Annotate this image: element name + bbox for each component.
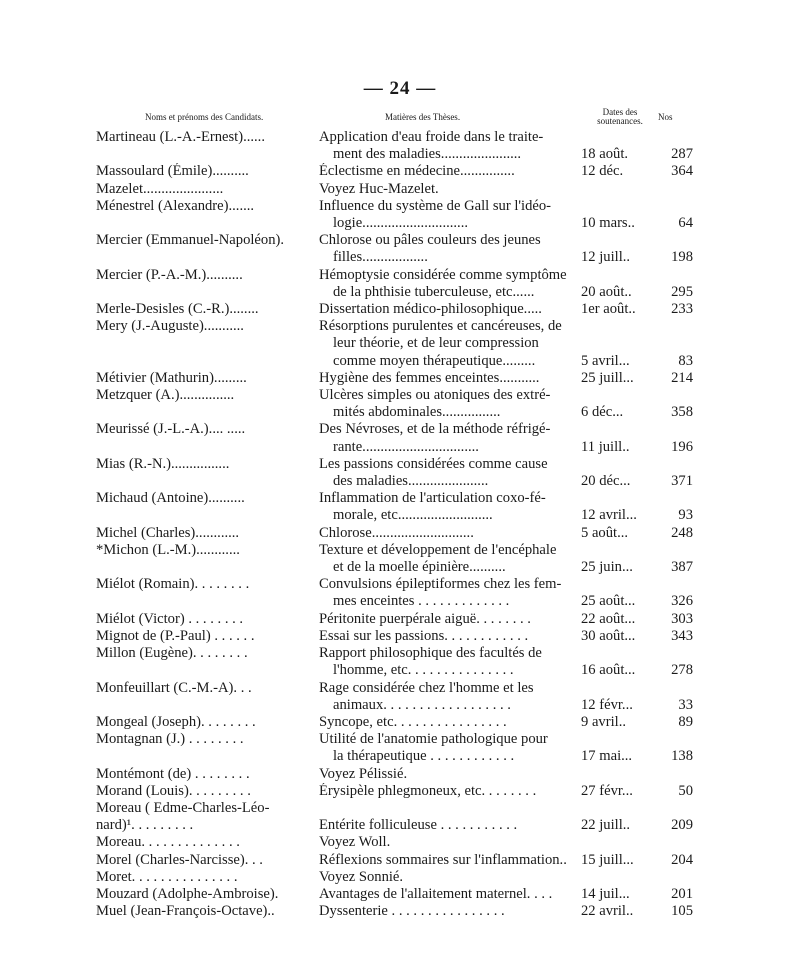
candidate-name: Meurissé (J.-L.-A.).... ..... — [96, 421, 246, 438]
thesis-number — [647, 817, 693, 834]
table-row — [0, 387, 800, 421]
subject-line: Voyez Huc-Mazelet. — [319, 180, 439, 197]
candidate-name: Morand (Louis). . . . . . . . . — [96, 782, 251, 799]
subject-line: Péritonite puerpérale aiguë. . . . . . . . — [319, 610, 531, 627]
candidate-name: Mongeal (Joseph). . . . . . . . — [96, 713, 256, 730]
table-row — [0, 680, 800, 714]
defense-date — [581, 301, 647, 318]
thesis-number-text: 93 — [678, 507, 693, 524]
defense-date — [581, 680, 647, 714]
defense-date-text: 14 juil... — [581, 885, 630, 902]
candidate-name: Mercier (Emmanuel-Napoléon). — [96, 232, 285, 249]
thesis-number-text: 198 — [671, 249, 693, 266]
defense-date — [581, 834, 647, 851]
thesis-number-text: 89 — [678, 713, 693, 730]
table-row — [0, 163, 800, 180]
header-numbers: Nos — [658, 112, 673, 122]
subject-line: Convulsions épileptiformes chez les fem- — [319, 576, 562, 593]
defense-date-text: 16 août... — [581, 662, 636, 679]
thesis-subject — [319, 525, 569, 542]
table-row — [0, 129, 800, 163]
subject-line: logie............................. — [333, 215, 468, 232]
thesis-number — [647, 421, 693, 455]
defense-date-text: 25 juill... — [581, 369, 634, 386]
defense-date — [581, 525, 647, 542]
subject-line: Voyez Woll. — [319, 834, 391, 851]
thesis-number — [647, 611, 693, 628]
defense-date — [581, 611, 647, 628]
thesis-number-text: 204 — [671, 851, 693, 868]
thesis-number-text: 295 — [671, 283, 693, 300]
table-row — [0, 628, 800, 645]
thesis-subject — [319, 834, 569, 851]
thesis-number-text: 196 — [671, 438, 693, 455]
thesis-number-text: 364 — [671, 163, 693, 180]
thesis-subject — [319, 370, 569, 387]
thesis-number — [647, 301, 693, 318]
defense-date-text: 20 déc... — [581, 473, 631, 490]
candidate-name: Morel (Charles-Narcisse). . . — [96, 851, 263, 868]
candidate-name: Mery (J.-Auguste)........... — [96, 318, 244, 335]
thesis-number-text: 50 — [678, 782, 693, 799]
defense-date-text: 15 juill... — [581, 851, 634, 868]
defense-date-text: 25 août... — [581, 593, 636, 610]
defense-date — [581, 232, 647, 266]
thesis-subject — [319, 318, 569, 370]
defense-date-text: 11 juill.. — [581, 438, 630, 455]
defense-date — [581, 783, 647, 800]
candidate-name: Metzquer (A.)............... — [96, 387, 235, 404]
defense-date-text: 30 août... — [581, 627, 636, 644]
candidate-name: *Michon (L.-M.)............ — [96, 541, 240, 558]
table-row — [0, 301, 800, 318]
subject-line: de la phthisie tuberculeuse, etc...... — [333, 283, 535, 300]
defense-date — [581, 163, 647, 180]
subject-line: Application d'eau froide dans le traite- — [319, 129, 544, 145]
thesis-number-text: 287 — [671, 146, 693, 163]
subject-line: Hémoptysie considérée comme symptôme — [319, 266, 567, 283]
thesis-subject — [319, 232, 569, 266]
thesis-number — [647, 645, 693, 679]
candidate-name: Moreau ( Edme-Charles-Léo- — [96, 799, 270, 816]
thesis-number — [647, 800, 693, 817]
defense-date — [581, 490, 647, 524]
subject-line: Érysipèle phlegmoneux, etc. . . . . . . . — [319, 782, 537, 799]
thesis-number — [647, 198, 693, 232]
defense-date-text: 22 avril.. — [581, 903, 634, 920]
subject-line: Entérite folliculeuse . . . . . . . . . . . — [319, 817, 518, 834]
thesis-subject — [319, 163, 569, 180]
defense-date — [581, 129, 647, 163]
defense-date — [581, 817, 647, 834]
defense-date — [581, 421, 647, 455]
subject-line: Rapport philosophique des facultés de — [319, 645, 542, 662]
subject-line: comme moyen thérapeutique......... — [333, 352, 536, 369]
subject-line: Texture et développement de l'encéphale — [319, 541, 557, 558]
thesis-number — [647, 576, 693, 610]
thesis-table — [0, 129, 800, 920]
subject-line: Essai sur les passions. . . . . . . . . . . . — [319, 627, 529, 644]
table-row — [0, 181, 800, 198]
table-row — [0, 576, 800, 610]
thesis-number-text: 83 — [678, 352, 693, 369]
table-row — [0, 903, 800, 920]
candidate-name: Mercier (P.-A.-M.).......... — [96, 266, 243, 283]
subject-line: Éclectisme en médecine............... — [319, 163, 515, 180]
defense-date-text: 22 juill.. — [581, 817, 631, 834]
table-row — [0, 318, 800, 370]
thesis-number — [647, 852, 693, 869]
defense-date — [581, 456, 647, 490]
subject-line: la thérapeutique . . . . . . . . . . . . — [333, 748, 515, 765]
thesis-subject — [319, 542, 569, 576]
candidate-name: Muel (Jean-François-Octave).. — [96, 903, 275, 920]
thesis-subject — [319, 817, 569, 834]
defense-date — [581, 198, 647, 232]
thesis-number — [647, 731, 693, 765]
thesis-subject — [319, 490, 569, 524]
thesis-subject — [319, 645, 569, 679]
subject-line: Syncope, etc. . . . . . . . . . . . . . . . — [319, 713, 507, 730]
table-row — [0, 267, 800, 301]
thesis-number-text: 138 — [671, 748, 693, 765]
thesis-number — [647, 869, 693, 886]
thesis-number — [647, 766, 693, 783]
defense-date — [581, 645, 647, 679]
thesis-number-text: 214 — [671, 369, 693, 386]
candidate-name: Michaud (Antoine).......... — [96, 490, 245, 507]
defense-date — [581, 318, 647, 370]
subject-line — [319, 800, 569, 817]
defense-date-text: 9 avril.. — [581, 713, 626, 730]
thesis-subject — [319, 181, 569, 198]
defense-date-text: 5 avril... — [581, 352, 630, 369]
thesis-number — [647, 542, 693, 576]
thesis-subject — [319, 129, 569, 163]
candidate-name: Mias (R.-N.)................ — [96, 455, 230, 472]
thesis-subject — [319, 852, 569, 869]
table-row — [0, 852, 800, 869]
thesis-number — [647, 525, 693, 542]
candidate-name: Monfeuillart (C.-M.-A). . . — [96, 679, 252, 696]
defense-date — [581, 869, 647, 886]
candidate-name: Moret. . . . . . . . . . . . . . . — [96, 868, 238, 885]
thesis-subject — [319, 301, 569, 318]
thesis-subject — [319, 680, 569, 714]
subject-line: Influence du système de Gall sur l'idéo- — [319, 197, 552, 214]
defense-date-text: 12 févr... — [581, 696, 633, 713]
defense-date — [581, 766, 647, 783]
thesis-subject — [319, 766, 569, 783]
defense-date — [581, 387, 647, 421]
table-row — [0, 817, 800, 834]
candidate-name: Mouzard (Adolphe-Ambroise). — [96, 885, 279, 902]
defense-date-text: 17 mai... — [581, 748, 633, 765]
thesis-number-text: 233 — [671, 301, 693, 318]
subject-line: Utilité de l'anatomie pathologique pour — [319, 731, 548, 748]
defense-date — [581, 370, 647, 387]
subject-line: des maladies...................... — [333, 473, 489, 490]
defense-date — [581, 628, 647, 645]
candidate-name: Ménestrel (Alexandre)....... — [96, 197, 255, 214]
header-subjects: Matières des Thèses. — [385, 112, 461, 122]
thesis-number — [647, 129, 693, 163]
table-row — [0, 456, 800, 490]
subject-line: ment des maladies...................... — [333, 146, 522, 163]
defense-date — [581, 800, 647, 817]
table-row — [0, 783, 800, 800]
defense-date — [581, 267, 647, 301]
thesis-number — [647, 370, 693, 387]
thesis-number — [647, 232, 693, 266]
thesis-subject — [319, 387, 569, 421]
thesis-number — [647, 783, 693, 800]
defense-date-text: 5 août... — [581, 524, 629, 541]
thesis-number-text: 387 — [671, 559, 693, 576]
table-row — [0, 869, 800, 886]
defense-date-text: 12 juill.. — [581, 249, 631, 266]
thesis-subject — [319, 800, 569, 817]
subject-line: Dyssenterie . . . . . . . . . . . . . . . . — [319, 903, 505, 920]
table-row — [0, 421, 800, 455]
subject-line: Résorptions purulentes et cancéreuses, de — [319, 318, 562, 335]
subject-line: Voyez Pélissié. — [319, 765, 408, 782]
thesis-subject — [319, 456, 569, 490]
subject-line: leur théorie, et de leur compression — [333, 335, 539, 352]
subject-line: Chlorose............................ — [319, 524, 474, 541]
table-row — [0, 198, 800, 232]
defense-date-text: 22 août... — [581, 610, 636, 627]
thesis-subject — [319, 731, 569, 765]
thesis-number — [647, 456, 693, 490]
table-row — [0, 490, 800, 524]
thesis-subject — [319, 421, 569, 455]
table-row — [0, 766, 800, 783]
table-row — [0, 645, 800, 679]
candidate-name: Massoulard (Émile).......... — [96, 163, 249, 180]
subject-line: Des Névroses, et de la méthode réfrigé- — [319, 421, 551, 438]
defense-date — [581, 181, 647, 198]
table-row — [0, 542, 800, 576]
subject-line: l'homme, etc. . . . . . . . . . . . . . . — [333, 662, 514, 679]
candidate-name: Mignot de (P.-Paul) . . . . . . — [96, 627, 255, 644]
header-candidates: Noms et prénoms des Candidats. — [145, 112, 264, 122]
subject-line: Rage considérée chez l'homme et les — [319, 679, 534, 696]
candidate-name: Mazelet...................... — [96, 180, 224, 197]
defense-date — [581, 576, 647, 610]
thesis-subject — [319, 611, 569, 628]
table-row — [0, 714, 800, 731]
thesis-number-text: 358 — [671, 404, 693, 421]
subject-line: mes enceintes . . . . . . . . . . . . . — [333, 593, 510, 610]
subject-line: Inflammation de l'articulation coxo-fé- — [319, 490, 546, 507]
table-row — [0, 525, 800, 542]
table-row — [0, 731, 800, 765]
defense-date — [581, 542, 647, 576]
thesis-number — [647, 318, 693, 370]
table-row — [0, 370, 800, 387]
thesis-number — [647, 490, 693, 524]
thesis-number — [647, 834, 693, 851]
subject-line: Réflexions sommaires sur l'inflammation.. — [319, 851, 567, 868]
defense-date — [581, 903, 647, 920]
thesis-number — [647, 163, 693, 180]
defense-date — [581, 886, 647, 903]
table-row — [0, 232, 800, 266]
thesis-number-text: 33 — [678, 696, 693, 713]
candidate-name: Métivier (Mathurin)......... — [96, 369, 247, 386]
defense-date-text: 25 juin... — [581, 559, 633, 576]
defense-date-text: 18 août. — [581, 146, 629, 163]
subject-line: rante................................ — [333, 438, 479, 455]
thesis-number — [647, 680, 693, 714]
thesis-number-text: 105 — [671, 903, 693, 920]
defense-date-text: 1er août.. — [581, 301, 636, 318]
table-row — [0, 834, 800, 851]
thesis-number-text: 343 — [671, 627, 693, 644]
thesis-number-text: 248 — [671, 524, 693, 541]
thesis-subject — [319, 783, 569, 800]
defense-date-text: 12 avril... — [581, 507, 637, 524]
candidate-name: Moreau. . . . . . . . . . . . . . — [96, 834, 240, 851]
candidate-name: Montémont (de) . . . . . . . . — [96, 765, 250, 782]
subject-line: Avantages de l'allaitement maternel. . . . — [319, 885, 553, 902]
thesis-number — [647, 628, 693, 645]
subject-line: Chlorose ou pâles couleurs des jeunes — [319, 232, 541, 249]
subject-line: Voyez Sonnié. — [319, 868, 404, 885]
defense-date-text: 6 déc... — [581, 404, 624, 421]
thesis-subject — [319, 198, 569, 232]
subject-line: Ulcères simples ou atoniques des extré- — [319, 387, 551, 404]
thesis-number-text: 209 — [671, 817, 693, 834]
table-row — [0, 800, 800, 817]
thesis-number-text: 303 — [671, 610, 693, 627]
subject-line: filles.................. — [333, 249, 428, 266]
subject-line: mités abdominales................ — [333, 404, 501, 421]
thesis-subject — [319, 869, 569, 886]
subject-line: Hygiène des femmes enceintes........... — [319, 369, 540, 386]
thesis-number-text: 326 — [671, 593, 693, 610]
header-dates: Dates des soutenances. — [597, 107, 643, 126]
thesis-number — [647, 903, 693, 920]
thesis-subject — [319, 628, 569, 645]
thesis-subject — [319, 267, 569, 301]
candidate-name: Miélot (Victor) . . . . . . . . — [96, 610, 244, 627]
candidate-name: Montagnan (J.) . . . . . . . . — [96, 731, 244, 748]
page-number: — 24 — — [363, 78, 437, 99]
candidate-name: Martineau (L.-A.-Ernest)...... — [96, 129, 265, 145]
thesis-number-text: 201 — [671, 885, 693, 902]
table-row — [0, 886, 800, 903]
thesis-number-text: 278 — [671, 662, 693, 679]
subject-line: morale, etc.......................... — [333, 507, 493, 524]
subject-line: Dissertation médico-philosophique..... — [319, 301, 542, 318]
candidate-name: Michel (Charles)............ — [96, 524, 240, 541]
candidate-name: Miélot (Romain). . . . . . . . — [96, 576, 250, 593]
subject-line: et de la moelle épinière.......... — [333, 559, 506, 576]
defense-date-text: 27 févr... — [581, 782, 633, 799]
defense-date-text: 12 déc. — [581, 163, 624, 180]
thesis-subject — [319, 576, 569, 610]
thesis-subject — [319, 886, 569, 903]
table-row — [0, 611, 800, 628]
defense-date-text: 10 mars.. — [581, 215, 635, 232]
thesis-number — [647, 387, 693, 421]
defense-date — [581, 714, 647, 731]
candidate-name: Merle-Desisles (C.-R.)........ — [96, 301, 259, 318]
candidate-name: nard)¹. . . . . . . . . — [96, 817, 194, 834]
thesis-subject — [319, 714, 569, 731]
candidate-name: Millon (Eugène). . . . . . . . — [96, 645, 248, 662]
defense-date — [581, 852, 647, 869]
thesis-number-text: 64 — [678, 215, 693, 232]
thesis-subject — [319, 903, 569, 920]
thesis-number — [647, 714, 693, 731]
subject-line: Les passions considérées comme cause — [319, 455, 548, 472]
thesis-number — [647, 267, 693, 301]
subject-line: animaux. . . . . . . . . . . . . . . . . . — [333, 696, 511, 713]
defense-date-text: 20 août.. — [581, 283, 632, 300]
thesis-number-text: 371 — [671, 473, 693, 490]
defense-date — [581, 731, 647, 765]
thesis-number — [647, 181, 693, 198]
thesis-number — [647, 886, 693, 903]
